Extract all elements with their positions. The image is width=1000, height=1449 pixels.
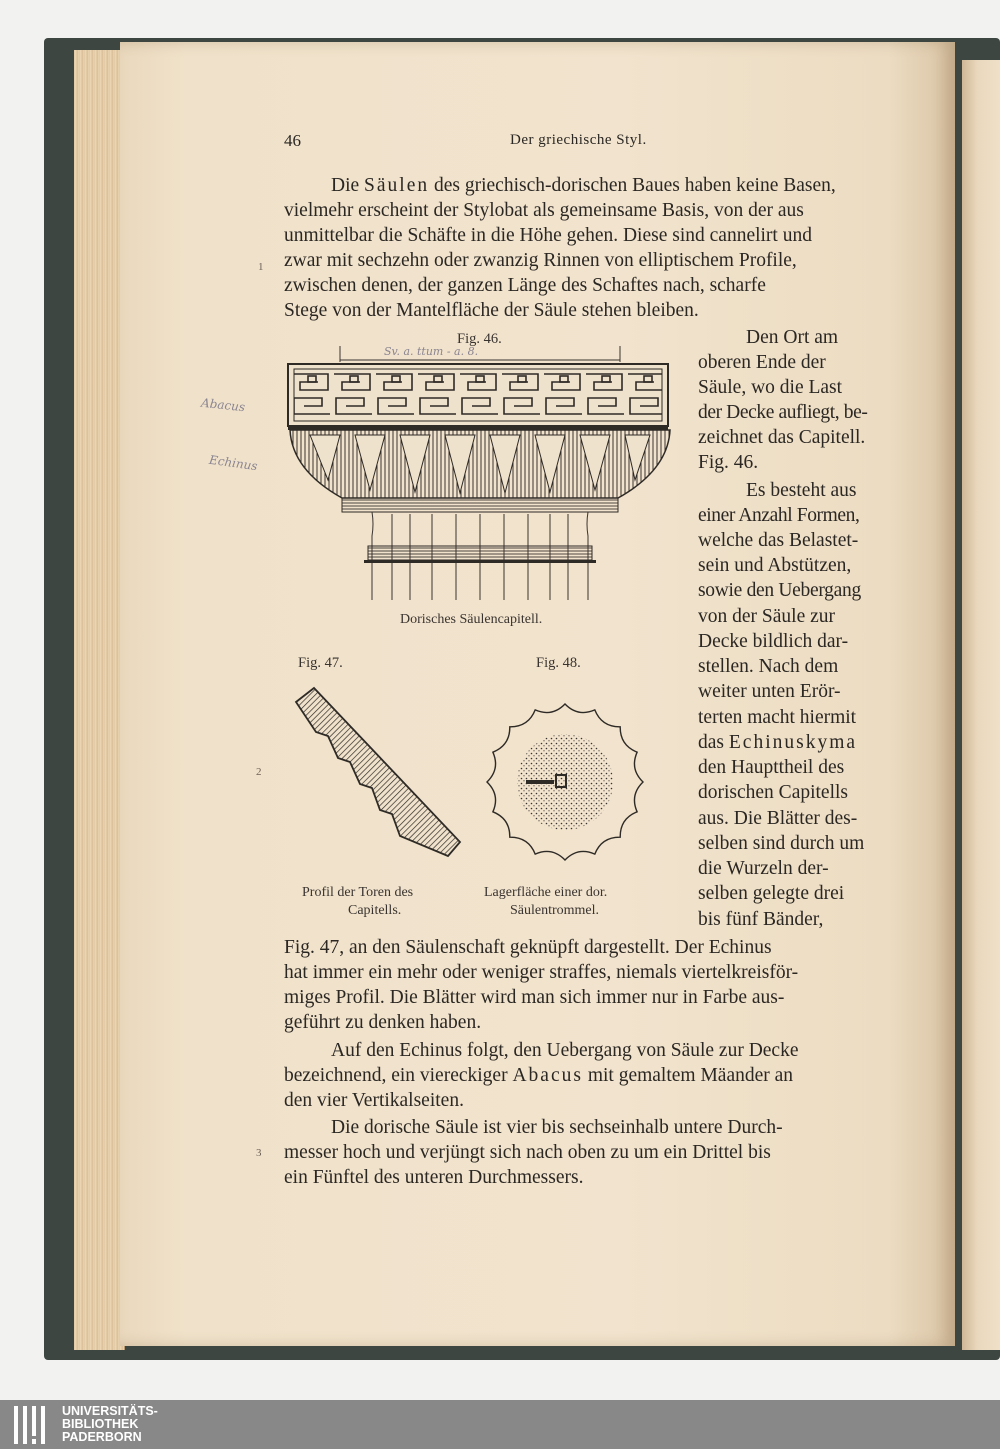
body-line: selben sind durch um: [698, 833, 865, 854]
body-line: Säule, wo die Last: [698, 377, 843, 398]
fig48-caption: Säulentrommel.: [510, 903, 600, 918]
body-line: terten macht hiermit: [698, 707, 857, 728]
pencil-note: Sv. a. ttum - a. 8.: [384, 345, 479, 358]
page-edges: [74, 50, 125, 1350]
body-line: miges Profil. Die Blätter wird man sich immer nur in Farbe aus-: [284, 987, 785, 1008]
body-line: Die dorische Säule ist vier bis sechseinhalb untere Durch-: [331, 1117, 783, 1138]
running-title: Der griechische Styl.: [510, 132, 647, 148]
body-line: die Wurzeln der-: [698, 858, 829, 879]
fig47-caption: Profil der Toren des: [302, 885, 414, 900]
library-name: [62, 1405, 158, 1444]
fig48-label: Fig. 48.: [536, 655, 581, 671]
body-line: zwischen denen, der ganzen Länge des Schaftes nach, scharfe: [284, 275, 766, 296]
fig46-label: Fig. 46.: [457, 331, 502, 347]
facing-page-edge: [962, 60, 1000, 1350]
body-line: ein Fünftel des unteren Durchmessers.: [284, 1167, 584, 1188]
body-line: Fig. 47, an den Säulenschaft geknüpft dargestellt. Der Echinus: [284, 937, 772, 958]
body-line: weiter unten Erör-: [698, 681, 841, 702]
body-line: hat immer ein mehr oder weniger straffes, niemals viertelkreisför-: [284, 962, 799, 983]
fig46-caption: Dorisches Säulencapitell.: [400, 612, 543, 627]
library-name-line: UNIVERSITÄTS-: [62, 1404, 158, 1418]
pencil-note: Echinus: [208, 452, 259, 474]
body-line: selben gelegte drei: [698, 883, 845, 904]
body-line: einer Anzahl Formen,: [698, 505, 860, 526]
margin-number: 2: [256, 766, 262, 778]
margin-number: 1: [258, 261, 264, 273]
body-line: bezeichnend, ein viereckiger Abacus mit gemaltem Mäander an: [284, 1065, 794, 1086]
pencil-note: Abacus: [200, 395, 246, 415]
library-footer: [0, 1400, 1000, 1449]
body-line: vielmehr erscheint der Stylobat als gemeinsame Basis, von der aus: [284, 200, 804, 221]
body-line: welche das Belastet-: [698, 530, 859, 551]
body-line: Die Säulen des griechisch-dorischen Baues haben keine Basen,: [331, 175, 836, 196]
body-line: den Haupttheil des: [698, 757, 845, 778]
body-line: geführt zu denken haben.: [284, 1012, 482, 1033]
body-line: unmittelbar die Schäfte in die Höhe gehen. Diese sind cannelirt und: [284, 225, 812, 246]
body-line: Fig. 46.: [698, 452, 759, 473]
body-line: bis fünf Bänder,: [698, 909, 824, 930]
body-line: stellen. Nach dem: [698, 656, 839, 677]
body-line: Es besteht aus: [746, 480, 857, 501]
library-name-line: PADERBORN: [62, 1430, 142, 1444]
body-line: Stege von der Mantelfläche der Säule stehen bleiben.: [284, 300, 699, 321]
body-line: der Decke aufliegt, be-: [698, 402, 868, 423]
body-line: Den Ort am: [746, 327, 839, 348]
body-line: den vier Vertikalseiten.: [284, 1090, 464, 1111]
body-line: messer hoch und verjüngt sich nach oben zu um ein Drittel bis: [284, 1142, 771, 1163]
body-line: Auf den Echinus folgt, den Uebergang von Säule zur Decke: [331, 1040, 799, 1061]
body-line: oberen Ende der: [698, 352, 826, 373]
body-line: dorischen Capitells: [698, 782, 849, 803]
body-line: Decke bildlich dar-: [698, 631, 849, 652]
body-line: sein und Abstützen,: [698, 555, 852, 576]
column-drum-illustration: [470, 692, 660, 872]
body-line: zeichnet das Capitell.: [698, 427, 866, 448]
annulet-profile-illustration: [288, 682, 468, 872]
fig47-caption: Capitells.: [348, 903, 402, 918]
margin-number: 3: [256, 1147, 262, 1159]
body-line: sowie den Uebergang: [698, 580, 861, 601]
fig48-caption: Lagerfläche einer dor.: [484, 885, 608, 900]
body-line: zwar mit sechzehn oder zwanzig Rinnen von elliptischem Profile,: [284, 250, 797, 271]
body-line: das Echinuskyma: [698, 732, 858, 753]
body-line: von der Säule zur: [698, 606, 835, 627]
body-line: aus. Die Blätter des-: [698, 808, 858, 829]
fig47-label: Fig. 47.: [298, 655, 343, 671]
doric-capital-illustration: [280, 340, 680, 605]
library-logo-icon: [14, 1406, 54, 1444]
library-name-line: BIBLIOTHEK: [62, 1417, 139, 1431]
page-number: 46: [284, 131, 301, 150]
